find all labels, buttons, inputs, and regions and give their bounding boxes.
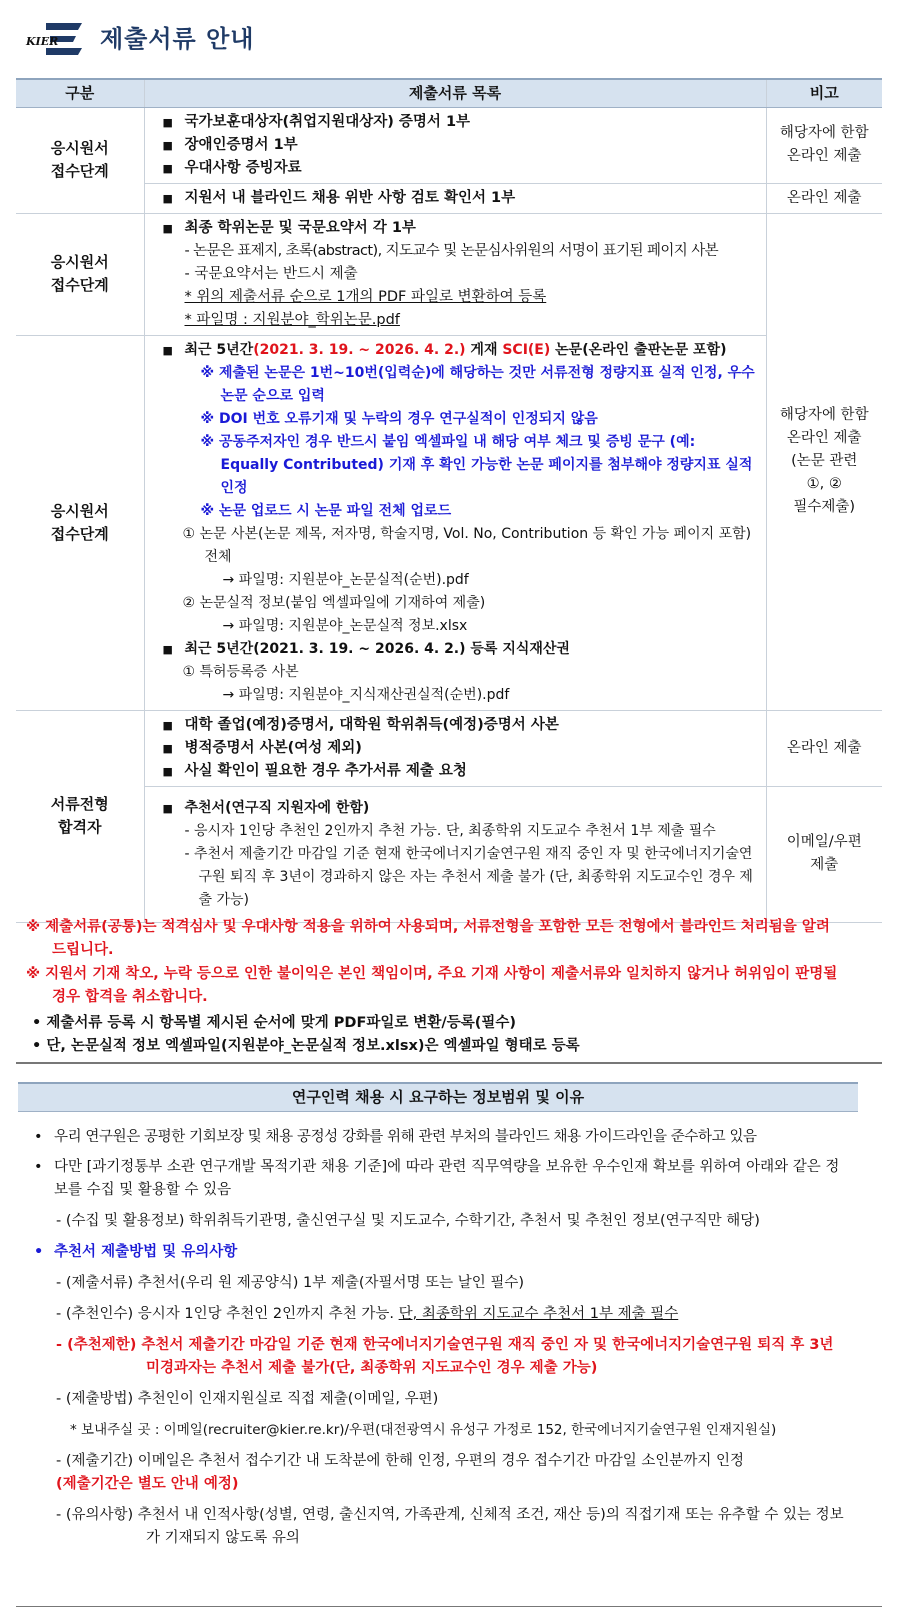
remark-cell: 이메일/우편 제출 xyxy=(766,786,882,922)
file-name: → 파일명: 지원분야_논문실적(순번).pdf xyxy=(222,571,469,588)
sub-item: - 논문은 표제지, 초록(abstract), 지도교수 및 논문심사위원의 서명이 표기된 페이지 사본 xyxy=(184,242,719,259)
item-text: 게재 xyxy=(465,341,503,358)
col-category: 구분 xyxy=(16,79,144,107)
sub-item: - 추천서 제출기간 마감일 기준 현재 한국에너지기술연구원 재직 중인 자 및 한국에너지기술연구원 퇴직 후 3년이 경과하지 않은 자는 추천서 제출 불가 (단, 최종학위 지도교수인 경우 제출 가능) xyxy=(184,845,753,908)
list-item: ■ 장애인증명서 1부 xyxy=(163,134,756,157)
remark-cell: 온라인 제출 xyxy=(766,710,882,786)
remark-cell: 해당자에 한함 온라인 제출 (논문 관련 ①, ② 필수제출) xyxy=(766,213,882,710)
info-paragraph: • 다만 [과기정통부 소관 연구개발 목적기관 채용 기준]에 따라 관련 직무역량을 보유한 우수인재 확보를 위하여 아래와 같은 정보를 수집 및 활용할 수 있음 xyxy=(30,1156,850,1202)
sci-text: SCI(E) xyxy=(502,341,551,358)
rec-period-note: (제출기간은 별도 안내 예정) xyxy=(56,1476,239,1492)
rec-text: - (추천인수) 응시자 1인당 추천인 2인까지 추천 가능. xyxy=(56,1306,399,1322)
table-row xyxy=(16,335,882,710)
warning-falsity: ※ 지원서 기재 착오, 누락 등으로 인한 불이익은 본인 책임이며, 주요 기재 사항이 제출서류와 일치하지 않거나 허위임이 판명될 경우 합격을 취소합니다. xyxy=(26,966,838,1005)
info-paragraph: • 우리 연구원은 공평한 기회보장 및 채용 공정성 강화를 위해 관련 부처의 블라인드 채용 가이드라인을 준수하고 있음 xyxy=(30,1126,850,1149)
list-item: ■ 국가보훈대상자(취업지원대상자) 증명서 1부 xyxy=(163,111,756,134)
sub-item: * 위의 제출서류 순으로 1개의 PDF 파일로 변환하여 등록 xyxy=(184,288,547,305)
note-excel: • 단, 논문실적 정보 엑셀파일(지원분야_논문실적 정보.xlsx)은 엑셀파일 형태로 등록 xyxy=(32,1038,580,1054)
page-title: 제출서류 안내 xyxy=(100,24,255,53)
sub-item: ① 논문 사본(논문 제목, 저자명, 학술지명, Vol. No, Contribution 등 확인 가능 페이지 포함) 전체 xyxy=(182,525,752,565)
rec-underline: 단, 최종학위 지도교수 추천서 1부 제출 필수 xyxy=(398,1306,679,1322)
rec-restriction: - (추천제한) 추천서 제출기간 마감일 기준 현재 한국에너지기술연구원 재직 중인 자 및 한국에너지기술연구원 퇴직 후 3년 미경과자는 추천서 제출 불가(단, 최종학위 지도교수인 경우 제출 가능) xyxy=(56,1337,834,1376)
rec-address: * 보내주실 곳 : 이메일(recruiter@kier.re.kr)/우편(대전광역시 유성구 가정로 152, 한국에너지기술연구원 인재지원실) xyxy=(70,1422,777,1438)
item-text: 최근 5년간 xyxy=(184,341,254,358)
file-name: → 파일명: 지원분야_지식재산권실적(순번).pdf xyxy=(222,686,510,703)
documents-table xyxy=(16,78,882,923)
table-header-row xyxy=(16,79,882,107)
notice-item: ※ 논문 업로드 시 논문 파일 전체 업로드 xyxy=(200,502,452,519)
info-body xyxy=(30,1126,850,1550)
list-item: ■ 우대사항 증빙자료 xyxy=(163,157,756,180)
table-row xyxy=(16,710,882,786)
table-row xyxy=(16,786,882,922)
sub-item: - 국문요약서는 반드시 제출 xyxy=(184,265,358,282)
rec-text: - (제출기간) 이메일은 추천서 접수기간 내 도착분에 한해 인정, 우편의 경우 접수기간 마감일 소인분까지 인정 xyxy=(56,1453,744,1469)
info-section-title: 연구인력 채용 시 요구하는 정보범위 및 이유 xyxy=(18,1082,858,1112)
col-remarks: 비고 xyxy=(766,79,882,107)
list-item: ■ 추천서(연구직 지원자에 한함) xyxy=(163,797,756,820)
info-detail: - (수집 및 활용정보) 학위취득기관명, 출신연구실 및 지도교수, 수학기간, 추천서 및 추천인 정보(연구직만 해당) xyxy=(56,1213,760,1229)
kier-logo xyxy=(24,19,86,59)
documents-cell xyxy=(144,213,766,335)
list-item: ■ 병적증명서 사본(여성 제외) xyxy=(163,737,756,760)
notice-item: ※ 제출된 논문은 1번~10번(입력순)에 해당하는 것만 서류전형 정량지표 실적 인정, 우수 논문 순으로 입력 xyxy=(200,364,755,404)
rec-item: - (제출방법) 추천인이 인재지원실로 직접 제출(이메일, 우편) xyxy=(56,1391,439,1407)
list-item xyxy=(163,339,756,362)
documents-cell xyxy=(144,710,766,786)
period-text: (2021. 3. 19. ~ 2026. 4. 2.) xyxy=(253,341,466,358)
divider xyxy=(16,1062,882,1064)
note-pdf: • 제출서류 등록 시 항목별 제시된 순서에 맞게 PDF파일로 변환/등록(필수) xyxy=(32,1015,517,1031)
documents-cell xyxy=(144,183,766,213)
warning-blind: ※ 제출서류(공통)는 적격심사 및 우대사항 적용을 위하여 사용되며, 서류전형을 포함한 모든 전형에서 블라인드 처리됨을 알려드립니다. xyxy=(26,919,830,958)
list-item: ■ 사실 확인이 필요한 경우 추가서류 제출 요청 xyxy=(163,760,756,783)
page-header xyxy=(24,14,884,64)
rec-item: - (제출서류) 추천서(우리 원 제공양식) 1부 제출(자필서명 또는 날인 필수) xyxy=(56,1275,525,1291)
remark-cell: 온라인 제출 xyxy=(766,183,882,213)
list-item: ■ 최근 5년간(2021. 3. 19. ~ 2026. 4. 2.) 등록 지식재산권 xyxy=(163,638,756,661)
table-row xyxy=(16,107,882,183)
sub-item: * 파일명 : 지원분야_학위논문.pdf xyxy=(184,311,400,328)
documents-cell xyxy=(144,786,766,922)
sub-item: ② 논문실적 정보(붙임 엑셀파일에 기재하여 제출) xyxy=(182,594,486,611)
bottom-divider xyxy=(16,1606,882,1607)
documents-cell xyxy=(144,335,766,710)
list-item: ■ 대학 졸업(예정)증명서, 대학원 학위취득(예정)증명서 사본 xyxy=(163,714,756,737)
rec-item: - (유의사항) 추천서 내 인적사항(성별, 연령, 출신지역, 가족관계, 신체적 조건, 재산 등)의 직접기재 또는 유추할 수 있는 정보가 기재되지 않도록 유의 xyxy=(56,1507,844,1546)
stage-cell: 응시원서 접수단계 xyxy=(16,107,144,213)
notice-item: ※ DOI 번호 오류기재 및 누락의 경우 연구실적이 인정되지 않음 xyxy=(200,410,598,427)
stage-cell: 서류전형 합격자 xyxy=(16,710,144,922)
notice-item: ※ 공동주저자인 경우 반드시 붙임 엑셀파일 내 해당 여부 체크 및 증빙 문구 (예: Equally Contributed) 기재 후 확인 가능한 논문 페이지를 첨부해야 정량지표 실적 인정 xyxy=(200,433,753,496)
table-row xyxy=(16,213,882,335)
recommendation-title: • 추천서 제출방법 및 유의사항 xyxy=(30,1241,850,1264)
logo-text: KIER xyxy=(26,35,59,48)
rec-item xyxy=(30,1303,850,1326)
item-text: 논문(온라인 출판논문 포함) xyxy=(550,341,727,358)
remark-cell: 해당자에 한함 온라인 제출 xyxy=(766,107,882,183)
table-row xyxy=(16,183,882,213)
rec-item xyxy=(30,1450,850,1496)
list-item: ■ 최종 학위논문 및 국문요약서 각 1부 xyxy=(163,217,756,240)
list-item: ■ 지원서 내 블라인드 채용 위반 사항 검토 확인서 1부 xyxy=(163,187,756,210)
file-name: → 파일명: 지원분야_논문실적 정보.xlsx xyxy=(222,617,468,634)
sub-item: ① 특허등록증 사본 xyxy=(182,663,299,680)
col-documents: 제출서류 목록 xyxy=(144,79,766,107)
stage-cell: 응시원서 접수단계 xyxy=(16,335,144,710)
documents-cell xyxy=(144,107,766,183)
stage-cell: 응시원서 접수단계 xyxy=(16,213,144,335)
sub-item: - 응시자 1인당 추천인 2인까지 추천 가능. 단, 최종학위 지도교수 추천서 1부 제출 필수 xyxy=(184,822,716,839)
